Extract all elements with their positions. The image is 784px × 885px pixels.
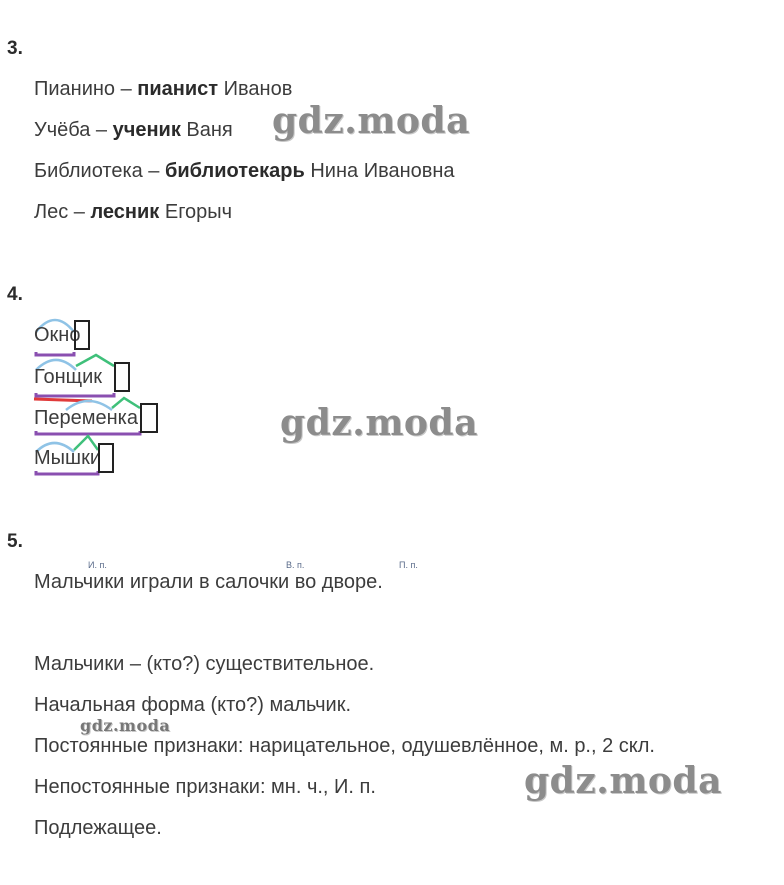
line-bold: пианист [137, 78, 219, 100]
task5-line: Постоянные признаки: нарицательное, одушевлённое, м. р., 2 скл. [34, 735, 655, 757]
watermark: gdz.moda [272, 100, 470, 142]
task5-line: Мальчики – (кто?) существительное. [34, 653, 375, 675]
ending-box [74, 320, 90, 350]
task-number: 5. [7, 531, 23, 552]
stem-underline [36, 393, 114, 396]
watermark: gdz.moda [524, 760, 722, 802]
word-ending: и [89, 447, 102, 469]
word-ending: о [69, 324, 81, 346]
word-stem: Переменк [34, 407, 127, 429]
line-text: Библиотека – [34, 160, 165, 182]
line-bold: лесник [90, 201, 160, 223]
task5-sentence: Мальчики играли в салочки во дворе. [34, 571, 383, 593]
line-bold: библиотекарь [165, 160, 305, 182]
line-text: Пианино – [34, 78, 138, 100]
task4-word [34, 447, 101, 470]
suffix-mark [76, 355, 114, 366]
task5-line: Начальная форма (кто?) мальчик. [34, 694, 352, 716]
word-stem: Гонщик [34, 366, 103, 388]
watermark: gdz.moda [280, 402, 478, 444]
case-label: П. п. [399, 560, 418, 570]
watermark: gdz.moda [80, 716, 171, 735]
line-text: Лес – [34, 201, 91, 223]
task5-line: Подлежащее. [34, 817, 162, 839]
word-stem: Окн [34, 324, 70, 346]
task-number: 3. [7, 38, 23, 59]
line-bold: ученик [112, 119, 181, 141]
stem-underline [36, 352, 74, 355]
task4-word [34, 366, 102, 389]
case-label: В. п. [286, 560, 305, 570]
task4-word [34, 407, 138, 430]
line-text: Егорыч [159, 201, 233, 223]
stem-underline [36, 471, 98, 474]
task-number: 4. [7, 284, 23, 305]
ending-box [140, 403, 158, 433]
line-text: Иванов [218, 78, 293, 100]
ending-box [98, 443, 114, 473]
stem-underline [36, 431, 140, 434]
line-text: Нина Ивановна [304, 160, 455, 182]
word-ending: а [126, 407, 138, 429]
ending-box [114, 362, 130, 392]
task5-line: Непостоянные признаки: мн. ч., И. п. [34, 776, 376, 798]
line-text: Ваня [180, 119, 233, 141]
word-stem: Мышк [34, 447, 90, 469]
case-label: И. п. [88, 560, 107, 570]
line-text: Учёба – [34, 119, 113, 141]
